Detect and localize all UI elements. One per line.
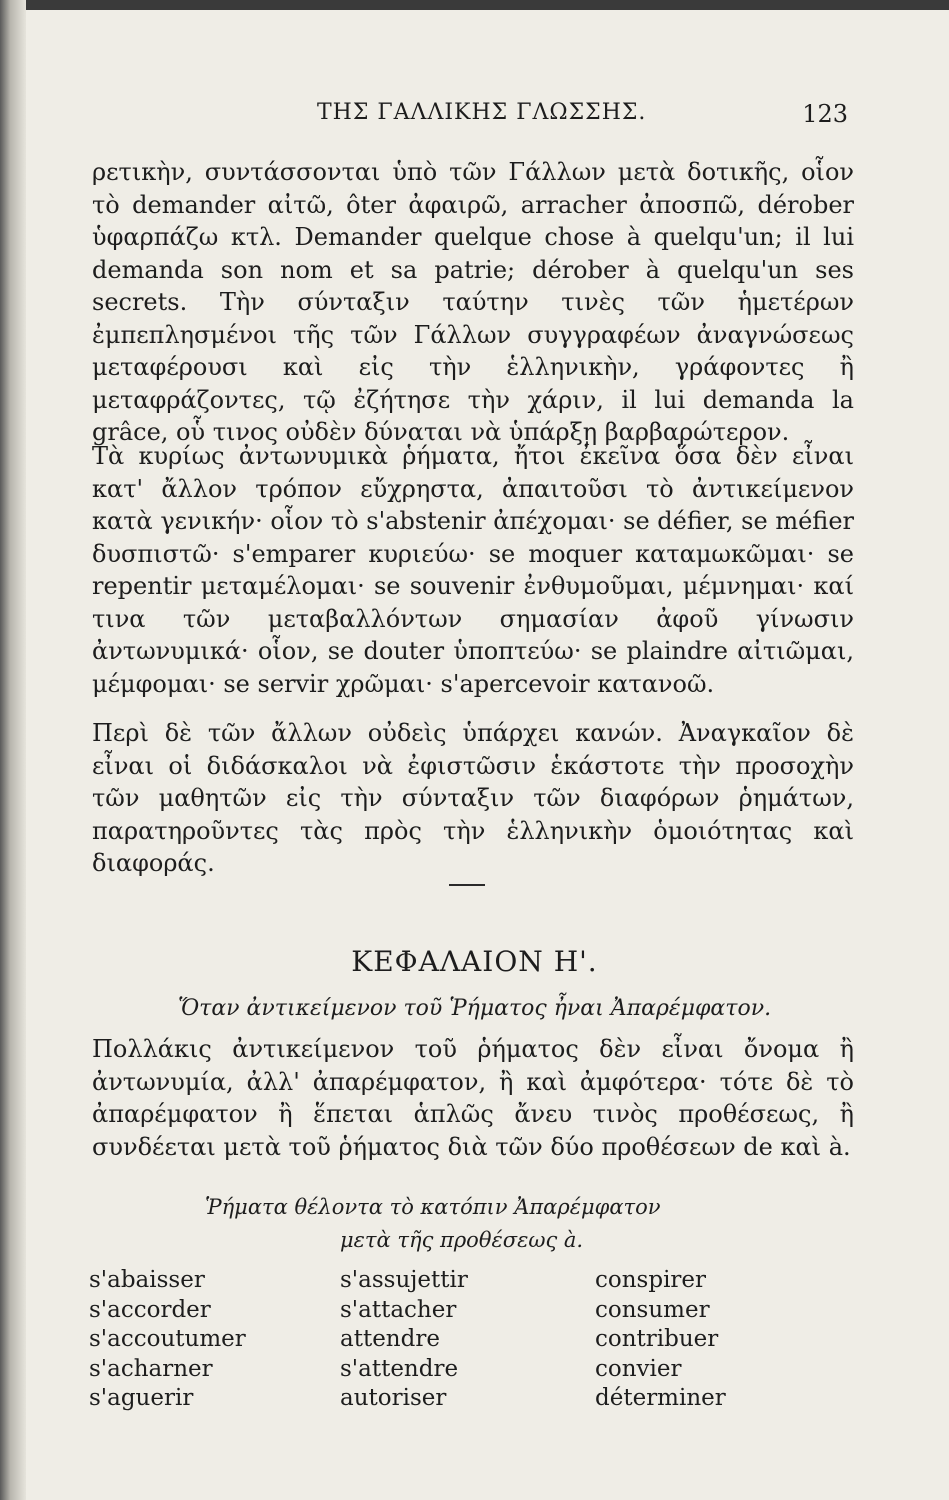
- list-item: conspirer: [595, 1267, 707, 1293]
- paragraph-3: [92, 717, 854, 880]
- chapter-title: ΚΕΦΑΛΑΙΟΝ Η'.: [351, 945, 598, 978]
- list-item: s'accorder: [89, 1296, 211, 1323]
- list-item: déterminer: [595, 1385, 726, 1411]
- chapter-subtitle: Ὅταν ἀντικείμενον τοῦ Ῥήματος ἦναι Ἀπαρέμφατον.: [177, 996, 772, 1021]
- list-subheading: μετὰ τῆς προθέσεως à.: [340, 1228, 584, 1252]
- paragraph-2: [92, 440, 854, 700]
- paragraph-4: [92, 1033, 854, 1163]
- paragraph-text: Πολλάκις ἀντικείμενον τοῦ ῥήματος δὲν εἶναι ὄνομα ἢ ἀντωνυμία, ἀλλ' ἀπαρέμφατον, ἢ καὶ ἀμφότερα· τότε δὲ τὸ ἀπαρέμφατον ἢ ἕπεται ἁπλῶς ἄνευ τινὸς προθέσεως, ἢ συνδέεται μετὰ τοῦ ῥήματος διὰ τῶν δύο προθέσεων de καὶ à.: [92, 1035, 854, 1161]
- section-divider: [449, 884, 485, 886]
- list-item: s'acharner: [89, 1355, 213, 1382]
- running-header: [92, 100, 848, 136]
- list-item: s'attacher: [340, 1296, 457, 1323]
- paragraph-text: Τὰ κυρίως ἀντωνυμικὰ ῥήματα, ἤτοι ἐκεῖνα ὅσα δὲν εἶναι κατ' ἄλλον τρόπον εὔχρηστα, ἀπαιτοῦσι τὸ ἀντικείμενον κατὰ γενικήν· οἷον τὸ s'abstenir ἀπέχομαι· se défier, se méfier δυσπιστῶ· s'emparer κυριεύω· se moquer καταμωκῶμαι· se repentir μεταμέλομαι· se souvenir ἐνθυμοῦμαι, μέμνημαι· καί τινα τῶν μεταβαλλόντων σημασίαν ἀφοῦ γίνωσιν ἀντωνυμικά· οἷον, se douter ὑποπτεύω· se plaindre αἰτιῶμαι, μέμφομαι· se servir χρῶμαι· s'apercevoir κατανοῶ.: [92, 442, 854, 698]
- paragraph-text: ρετικὴν, συντάσσονται ὑπὸ τῶν Γάλλων μετὰ δοτικῆς, οἷον τὸ demander αἰτῶ, ôter ἀφαιρῶ, arracher ἀποσπῶ, dérober ὑφαρπάζω κτλ. Demander quelque chose à quelqu'un; il lui demanda son nom et sa patrie; dérober à quelqu'un ses secrets. Τὴν σύνταξιν ταύτην τινὲς τῶν ἡμετέρων ἐμπεπλησμένοι τῆς τῶν Γάλλων συγγραφέων ἀναγνώσεως μεταφέρουσι καὶ εἰς τὴν ἑλληνικὴν, γράφοντες ἢ μεταφράζοντες, τῷ ἐζήτησε τὴν χάριν, il lui demanda la grâce, οὗ τινος οὐδὲν δύναται νὰ ὑπάρξῃ βαρβαρώτερον.: [92, 158, 854, 446]
- list-item: s'attendre: [340, 1355, 459, 1382]
- scan-binding-edge: [0, 0, 26, 1500]
- verb-column-2: [340, 1266, 468, 1414]
- list-item: s'accoutumer: [89, 1326, 246, 1352]
- list-item: s'abaisser: [89, 1267, 205, 1293]
- page-number: 123: [802, 100, 848, 128]
- scan-top-edge: [0, 0, 949, 10]
- list-item: attendre: [340, 1326, 440, 1352]
- paragraph-1: [92, 156, 854, 449]
- list-item: autoriser: [340, 1385, 447, 1411]
- paragraph-text: Περὶ δὲ τῶν ἄλλων οὐδεὶς ὑπάρχει κανών. Ἀναγκαῖον δὲ εἶναι οἱ διδάσκαλοι νὰ ἐφιστῶσιν ἑκάστοτε τὴν προσοχὴν τῶν μαθητῶν εἰς τὴν σύνταξιν τῶν διαφόρων ῥημάτων, παρατηροῦντες τὰς πρὸς τὴν ἑλληνικὴν ὁμοιότητας καὶ διαφοράς.: [92, 719, 854, 877]
- list-item: consumer: [595, 1296, 710, 1323]
- list-item: contribuer: [595, 1326, 719, 1352]
- running-title: ΤΗΣ ΓΑΛΛΙΚΗΣ ΓΛΩΣΣΗΣ.: [317, 100, 647, 125]
- verb-column-1: [89, 1266, 246, 1414]
- list-item: s'assujettir: [340, 1267, 468, 1293]
- list-item: s'aguerir: [89, 1385, 194, 1411]
- list-item: convier: [595, 1355, 682, 1382]
- verb-column-3: [595, 1266, 726, 1414]
- list-heading: Ῥήματα θέλοντα τὸ κατόπιν Ἀπαρέμφατον: [205, 1195, 661, 1219]
